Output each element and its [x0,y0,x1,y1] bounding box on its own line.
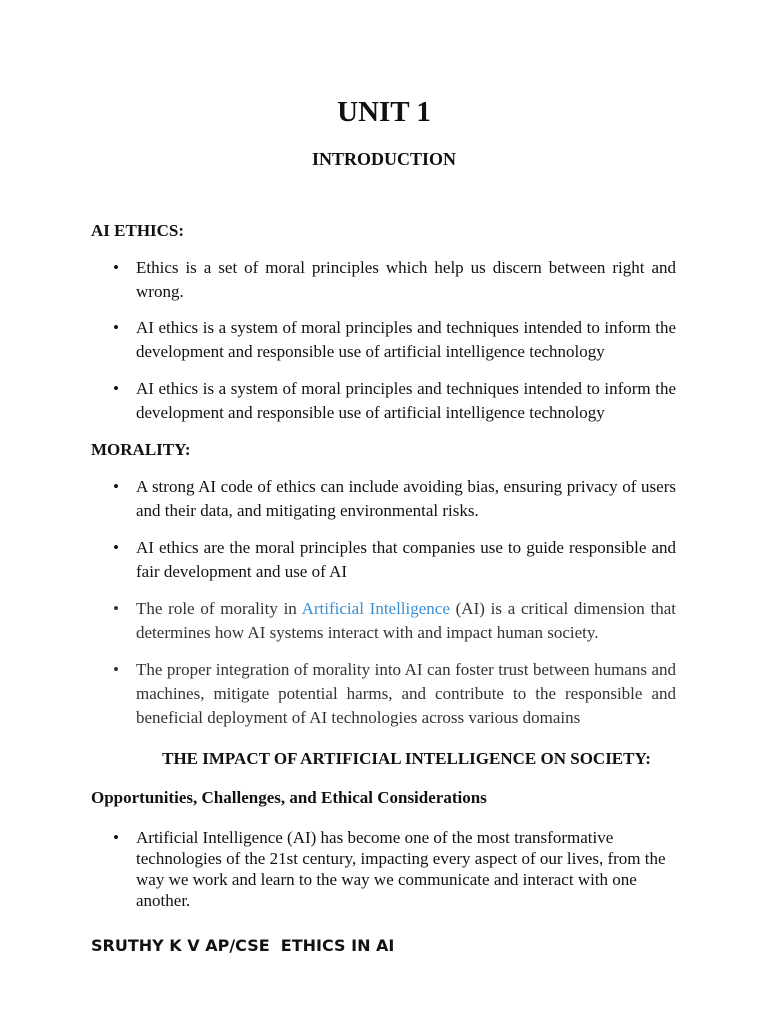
page-title: UNIT 1 [337,96,431,128]
list-item [113,536,676,584]
page-subtitle: INTRODUCTION [311,149,457,169]
section-heading-morality: MORALITY: [91,440,191,459]
list-item [113,377,676,425]
list-item-text: AI ethics is a system of moral principles and techniques intended to inform the development and responsible use of artificial intelligence technology [136,318,676,361]
bullet-icon: • [113,258,119,277]
page-footer: SRUTHY K V AP/CSE ETHICS IN AI [91,936,395,955]
list-item-text: AI ethics is a system of moral principles and techniques intended to inform the development and responsible use of artificial intelligence technology [136,379,676,422]
list-item-text: A strong AI code of ethics can include avoiding bias, ensuring privacy of users and their data, and mitigating environmental risks. [136,477,676,520]
artificial-intelligence-link[interactable]: Artificial Intelligence [301,599,450,618]
list-item [113,256,676,304]
list-item-text: Artificial Intelligence (AI) has become one of the most transformative technologies of the 21st century, impacting every aspect of our lives, from the way we work and learn to the way we communicate and interact with one another. [136,828,666,910]
bullet-icon: • [113,828,119,847]
list-item-text: The proper integration of morality into AI can foster trust between humans and machines, mitigate potential harms, and contribute to the responsible and beneficial deployment of AI technologies across various domains [136,660,676,727]
bullet-icon: • [113,379,119,398]
list-item-text: Ethics is a set of moral principles which help us discern between right and wrong. [136,258,676,301]
list-item [113,475,676,523]
list-item [113,658,676,730]
list-item [113,827,676,911]
impact-subheading: Opportunities, Challenges, and Ethical Considerations [91,788,487,807]
list-item [113,597,676,645]
bullet-icon: • [113,599,119,618]
list-item [113,316,676,364]
list-item-text-before-link: The role of morality in [136,599,302,618]
bullet-icon: • [113,318,119,337]
section-heading-ai-ethics: AI ETHICS: [91,221,185,240]
list-item-text-after-link: (AI) is a critical dimension that determines how AI systems interact with and impact human society. [136,599,676,642]
impact-heading: THE IMPACT OF ARTIFICIAL INTELLIGENCE ON SOCIETY: [162,749,651,768]
list-item-text: AI ethics are the moral principles that companies use to guide responsible and fair development and use of AI [136,538,676,581]
bullet-icon: • [113,660,119,679]
bullet-icon: • [113,538,119,557]
bullet-icon: • [113,477,119,496]
